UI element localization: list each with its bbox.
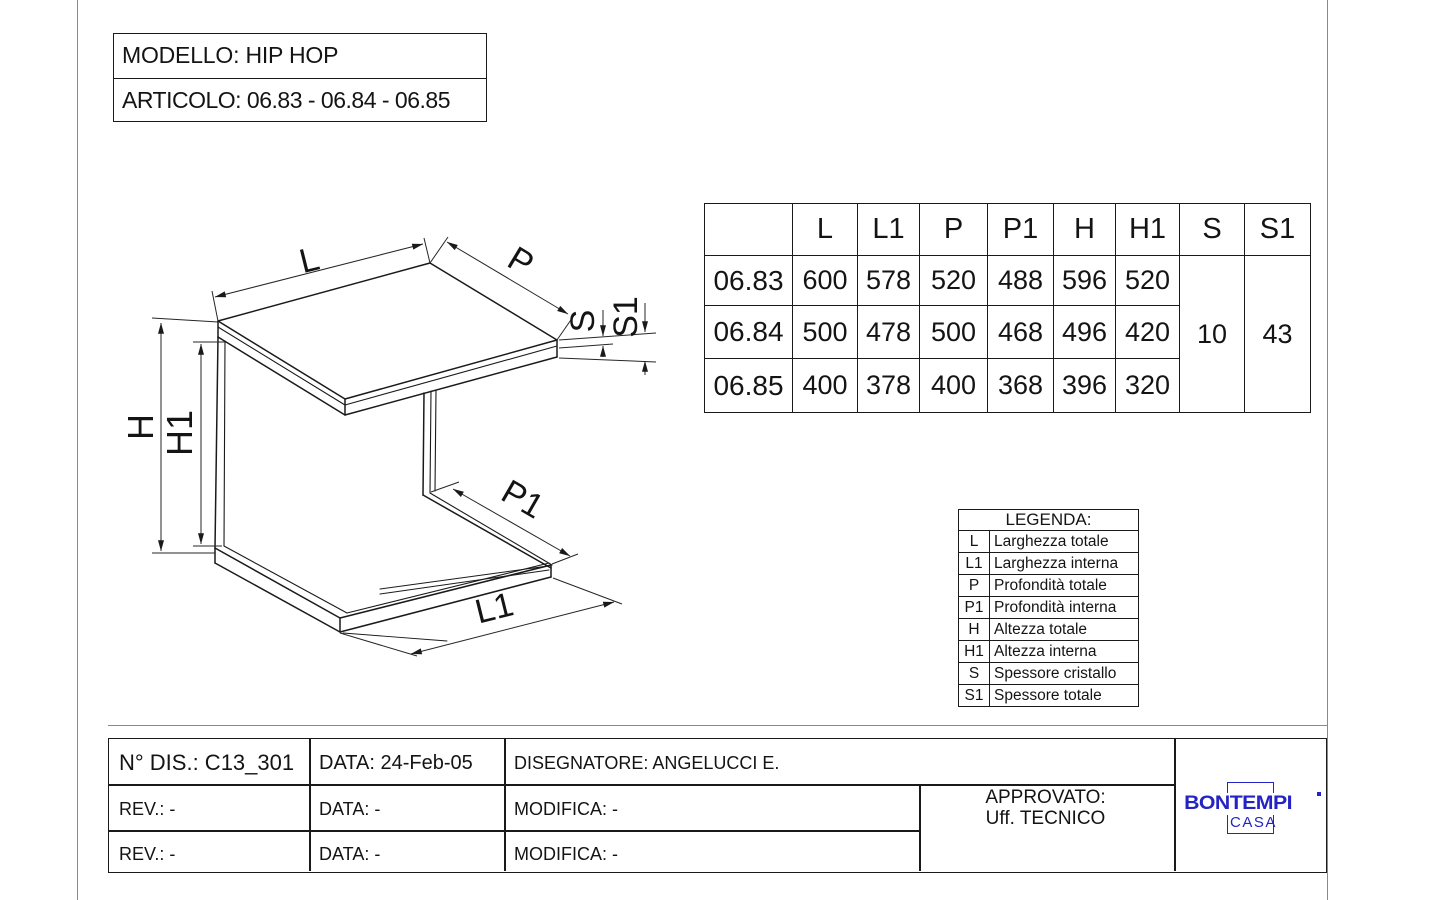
- dims-header: S1: [1245, 204, 1310, 256]
- rev-change: MODIFICA: -: [514, 799, 618, 819]
- dims-cell: 368: [988, 359, 1054, 412]
- page-frame-right: [1327, 0, 1328, 900]
- dims-cell: 520: [1116, 256, 1180, 306]
- dims-cell-S1-merged: 43: [1262, 318, 1293, 349]
- legend-key: L1: [959, 553, 990, 575]
- title-block: [108, 738, 1327, 873]
- legend-desc: Larghezza totale: [990, 531, 1138, 553]
- draughtsman: DISEGNATORE: ANGELUCCI E.: [514, 753, 780, 773]
- dims-header: S: [1180, 204, 1245, 256]
- legend-title: LEGENDA:: [959, 510, 1138, 531]
- divider: [1174, 739, 1176, 871]
- legend-key: P1: [959, 597, 990, 619]
- label-S1: S1: [607, 296, 645, 338]
- dims-cell: 596: [1054, 256, 1116, 306]
- legend-key: H: [959, 619, 990, 641]
- dims-cell: 400: [793, 359, 858, 412]
- dims-cell: 478: [858, 306, 920, 359]
- dims-header-blank: [705, 204, 793, 256]
- table-drawing: [0, 0, 720, 700]
- label-S: S: [564, 309, 602, 333]
- dims-cell: 578: [858, 256, 920, 306]
- article-code: 06.85: [705, 359, 793, 412]
- divider: [109, 784, 1175, 786]
- brand-logo-sub: CASA: [1230, 814, 1277, 831]
- article-numbers: ARTICOLO: 06.83 - 06.84 - 06.85: [122, 86, 450, 113]
- dims-cell: 496: [1054, 306, 1116, 359]
- model-name: MODELLO: HIP HOP: [114, 34, 486, 79]
- dims-cell: 320: [1116, 359, 1180, 412]
- label-P1: P1: [494, 472, 551, 527]
- dims-header: P1: [988, 204, 1054, 256]
- footer-top-rule: [108, 725, 1328, 726]
- dims-cell: 396: [1054, 359, 1116, 412]
- article-code: 06.84: [705, 306, 793, 359]
- drawing-number: N° DIS.: C13_301: [119, 750, 295, 775]
- rev-date: DATA: -: [319, 844, 381, 864]
- dims-cell: 420: [1116, 306, 1180, 359]
- dims-cell: 500: [793, 306, 858, 359]
- dims-cell: 500: [920, 306, 988, 359]
- legend-desc: Spessore totale: [994, 686, 1102, 704]
- dims-cell: 378: [858, 359, 920, 412]
- dims-cell: 520: [920, 256, 988, 306]
- dims-header: L: [793, 204, 858, 256]
- label-L1: L1: [471, 585, 518, 632]
- divider: [504, 739, 506, 871]
- legend-desc: Altezza interna: [990, 641, 1138, 663]
- rev-label: REV.: -: [119, 844, 176, 864]
- label-H: H: [120, 414, 161, 440]
- dims-cell: 488: [988, 256, 1054, 306]
- table-object-lines: [215, 263, 557, 641]
- approved-office: Uff. TECNICO: [985, 808, 1106, 829]
- legend-desc: Profondità totale: [990, 575, 1138, 597]
- label-H1: H1: [159, 409, 200, 457]
- dims-cell-S-merged: 10: [1180, 256, 1245, 412]
- legend-desc: Larghezza interna: [990, 553, 1138, 575]
- legend-key: L: [959, 531, 990, 553]
- legend-key: S1: [959, 685, 990, 706]
- rev-label: REV.: -: [119, 799, 176, 819]
- dims-cell: 400: [920, 359, 988, 412]
- label-P: P: [501, 239, 541, 284]
- label-L: L: [295, 239, 324, 282]
- dims-header: L1: [858, 204, 920, 256]
- legend-key: P: [959, 575, 990, 597]
- dims-header: H: [1054, 204, 1116, 256]
- dims-cell: 600: [793, 256, 858, 306]
- approved-label: APPROVATO:: [985, 787, 1106, 808]
- divider: [309, 739, 311, 871]
- legend-key: H1: [959, 641, 990, 663]
- divider: [109, 830, 920, 832]
- dims-cell: 468: [988, 306, 1054, 359]
- approved-by: [919, 787, 1172, 829]
- dims-header: P: [920, 204, 988, 256]
- legend-table: [958, 509, 1139, 707]
- legend-key: S: [959, 663, 990, 685]
- rev-change: MODIFICA: -: [514, 844, 618, 864]
- rev-date: DATA: -: [319, 799, 381, 819]
- dims-header: H1: [1116, 204, 1180, 256]
- drawing-date: DATA: 24-Feb-05: [319, 752, 473, 774]
- brand-logo: BONTEMPI: [1184, 793, 1292, 814]
- legend-desc: Spessore cristallo: [990, 663, 1138, 685]
- legend-desc: Profondità interna: [990, 597, 1138, 619]
- legend-desc: Altezza totale: [990, 619, 1138, 641]
- dimensions-table: [704, 203, 1311, 413]
- logo-trademark-dot: [1317, 792, 1321, 796]
- article-code: 06.83: [705, 256, 793, 306]
